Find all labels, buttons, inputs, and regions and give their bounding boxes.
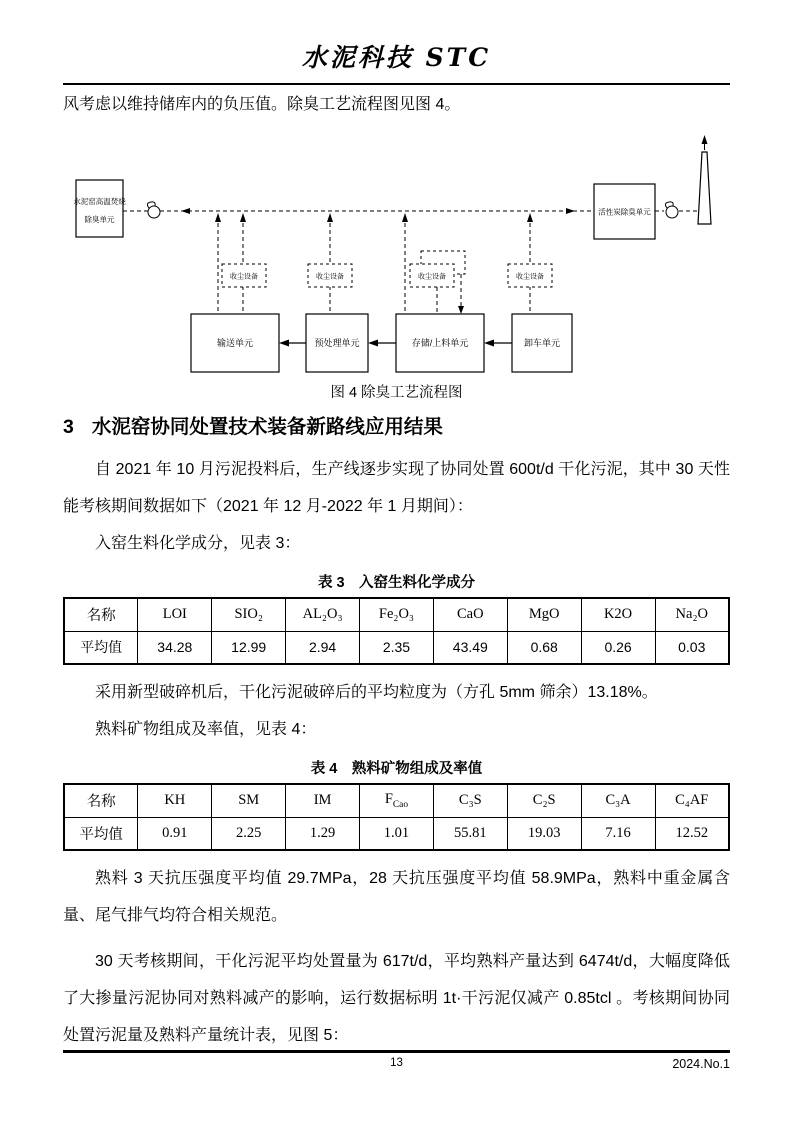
duct-arrow-left [181,208,190,214]
table-header-cell: Na₂O [655,598,729,631]
paragraph: 自 2021 年 10 月污泥投料后，生产线逐步实现了协同处置 600t/d 干化污泥，其中 30 天性能考核期间数据如下（2021 年 12 月-2022 年 1 月期间）： [63,461,730,515]
unit-label-storage-feeding: 存储/上料单元 [411,338,469,348]
figure-4-caption: 图 4 除臭工艺流程图 [330,385,463,401]
paragraph: 熟料 3 天抗压强度平均值 29.7MPa，28 天抗压强度平均值 58.9MPa，熟料中重金属含量、尾气排气均符合相关规范。 [63,870,730,924]
fan-icon [147,202,160,218]
paragraph: 30 天考核期间，干化污泥平均处置量为 617t/d，平均熟料产量达到 6474t/d，大幅度降低了大掺量污泥协同对熟料减产的影响，运行数据标明 1t·干污泥仅减产 0.85tcl 。考核期间协同处置污泥量及熟料产量统计表，见图 5： [63,953,730,1044]
table-value-cell: 平均值 [64,817,138,850]
unit-label-pretreatment: 预处理单元 [314,338,360,348]
table-value-cell: 55.81 [433,817,507,850]
table-header-cell: 名称 [64,784,138,817]
page-footer [63,1050,730,1075]
table-value-cell: 1.01 [360,817,434,850]
table-4-caption: 表 4 熟料矿物组成及率值 [310,761,483,777]
riser-arrowheads [215,213,533,314]
paragraph: 熟料矿物组成及率值，见表 4： [95,721,317,738]
table-header-cell: MgO [507,598,581,631]
figure-4-diagram [63,130,730,380]
table-header-cell: LOI [138,598,212,631]
dust-collector-label: 收尘设备 [516,273,544,281]
section-title: 水泥窑协同处置技术装备新路线应用结果 [91,416,443,438]
table-header-cell: IM [286,784,360,817]
table-value-cell: 7.16 [581,817,655,850]
unit-label-conveying: 输送单元 [216,338,254,348]
table-value-cell: 0.03 [655,631,729,664]
table-value-cell: 0.91 [138,817,212,850]
table-header-cell: C₂S [507,784,581,817]
table-value-cell: 平均值 [64,631,138,664]
table-header-cell: AL₂O₃ [286,598,360,631]
kiln-deodor-unit-label-line2: 除臭单元 [84,215,115,224]
paragraph: 采用新型破碎机后，干化污泥破碎后的平均粒度为（方孔 5mm 筛余）13.18%。 [95,684,658,701]
table-3-caption: 表 3 入窑生料化学成分 [317,575,476,591]
table-header-cell: $F_{Cao}$ [360,784,434,817]
table-4-clinker-minerals [63,783,730,851]
unit-label-unloading: 卸车单元 [523,338,561,348]
page-header [63,0,730,85]
table-header-cell: KH [138,784,212,817]
section-number: 3 [63,416,74,438]
table-value-cell: 43.49 [433,631,507,664]
carbon-deodor-unit-label: 活性炭除臭单元 [598,207,651,217]
table-value-cell: 34.28 [138,631,212,664]
table-header-cell: 名称 [64,598,138,631]
kiln-deodor-unit-label-line1: 水泥窑高温焚烧 [73,197,126,206]
table-header-cell: Fe₂O₃ [360,598,434,631]
table-header-cell: SIO₂ [212,598,286,631]
table-value-cell: 19.03 [507,817,581,850]
table-header-cell: SM [212,784,286,817]
table-value-cell: 2.35 [360,631,434,664]
table-header-cell: CaO [433,598,507,631]
table-value-cell: 12.52 [655,817,729,850]
table-value-cell: 2.94 [286,631,360,664]
page-number: 13 [390,1057,403,1069]
table-value-row [64,817,729,850]
journal-title: 水泥科技 STC [301,43,492,72]
dust-collector-label: 收尘设备 [316,273,344,281]
table-value-cell: 12.99 [212,631,286,664]
fan-icon [665,202,678,218]
kiln-deodor-unit-box [76,180,123,237]
table-header-cell: C₃S [433,784,507,817]
header-divider [63,83,730,85]
paragraph: 入窑生料化学成分，见表 3： [95,535,301,552]
intro-paragraph: 风考虑以维持储库内的负压值。除臭工艺流程图见图 4。 [63,96,461,113]
duct-arrow-right [566,208,575,214]
dust-collector-label: 收尘设备 [418,273,446,281]
table-value-cell: 0.26 [581,631,655,664]
stack-exhaust-arrow [702,135,708,144]
table-value-cell: 2.25 [212,817,286,850]
table-header-row [64,784,729,817]
table-3-raw-meal-composition [63,597,730,665]
dust-collector-boxes [222,264,552,287]
table-value-row [64,631,729,664]
table-value-cell: 0.68 [507,631,581,664]
table-header-row [64,598,729,631]
table-header-cell: C₃A [581,784,655,817]
issue-number: 2024.No.1 [672,1057,730,1071]
table-header-cell: C₄AF [655,784,729,817]
chimney-stack [698,152,711,224]
dust-collector-label: 收尘设备 [230,273,258,281]
table-value-cell: 1.29 [286,817,360,850]
section-3-heading [63,415,730,440]
table-header-cell: K2O [581,598,655,631]
